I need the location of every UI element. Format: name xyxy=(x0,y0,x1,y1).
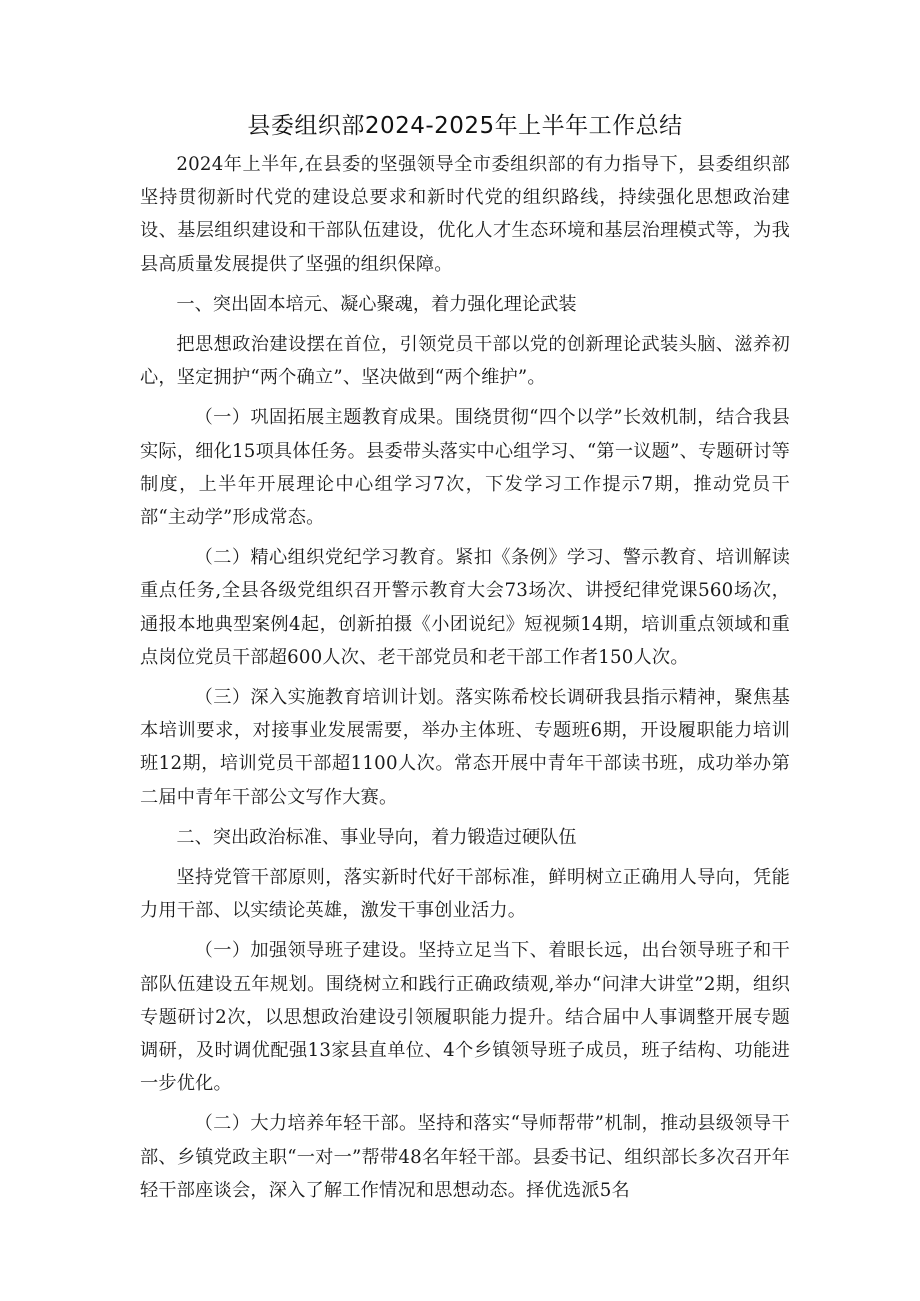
intro-paragraph: 2024年上半年,在县委的坚强领导全市委组织部的有力指导下，县委组织部坚持贯彻新时代党的建设总要求和新时代党的组织路线，持续强化思想政治建设、基层组织建设和干部队伍建设，优化人才生态环境和基层治理模式等，为我县高质量发展提供了坚强的组织保障。 xyxy=(140,154,790,275)
section-2-item-2-paragraph: （二）大力培养年轻干部。坚持和落实“导师帮带”机制，推动县级领导干部、乡镇党政主职“一对一”帮带48名年轻干部。县委书记、组织部长多次召开年轻干部座谈会，深入了解工作情况和思想动态。择优选派5名 xyxy=(140,1113,790,1201)
section-heading-1: 一、突出固本培元、凝心聚魂，着力强化理论武装 xyxy=(176,293,577,315)
section-1-intro-paragraph: 把思想政治建设摆在首位，引领党员干部以党的创新理论武装头脑、滋养初心，坚定拥护“两个确立”、坚决做到“两个维护”。 xyxy=(140,334,790,389)
document-title: 县委组织部2024-2025年上半年工作总结 xyxy=(247,113,683,139)
section-2-intro-paragraph: 坚持党管干部原则，落实新时代好干部标准，鲜明树立正确用人导向，凭能力用干部、以实绩论英雄，激发干事创业活力。 xyxy=(140,867,790,922)
document-page xyxy=(140,108,790,1214)
section-1-item-2-paragraph: （二）精心组织党纪学习教育。紧扣《条例》学习、警示教育、培训解读重点任务,全县各级党组织召开警示教育大会73场次、讲授纪律党课560场次，通报本地典型案例4起，创新拍摄《小团说纪》短视频14期，培训重点领域和重点岗位党员干部超600人次、老干部党员和老干部工作者150人次。 xyxy=(140,547,790,668)
section-1-item-1-paragraph: （一）巩固拓展主题教育成果。围绕贯彻“四个以学”长效机制，结合我县实际，细化15项具体任务。县委带头落实中心组学习、“第一议题”、专题研讨等制度，上半年开展理论中心组学习7次，下发学习工作提示7期，推动党员干部“主动学”形成常态。 xyxy=(140,407,790,529)
section-2-item-1-paragraph: （一）加强领导班子建设。坚持立足当下、着眼长远，出台领导班子和干部队伍建设五年规划。围绕树立和践行正确政绩观,举办“问津大讲堂”2期，组织专题研讨2次，以思想政治建设引领履职能力提升。结合届中人事调整开展专题调研，及时调优配强13家县直单位、4个乡镇领导班子成员，班子结构、功能进一步优化。 xyxy=(140,940,790,1095)
section-1-item-3-paragraph: （三）深入实施教育培训计划。落实陈希校长调研我县指示精神，聚焦基本培训要求，对接事业发展需要，举办主体班、专题班6期，开设履职能力培训班12期，培训党员干部超1100人次。常态开展中青年干部读书班，成功举办第二届中青年干部公文写作大赛。 xyxy=(140,687,790,808)
section-heading-2: 二、突出政治标准、事业导向，着力锻造过硬队伍 xyxy=(176,826,577,848)
